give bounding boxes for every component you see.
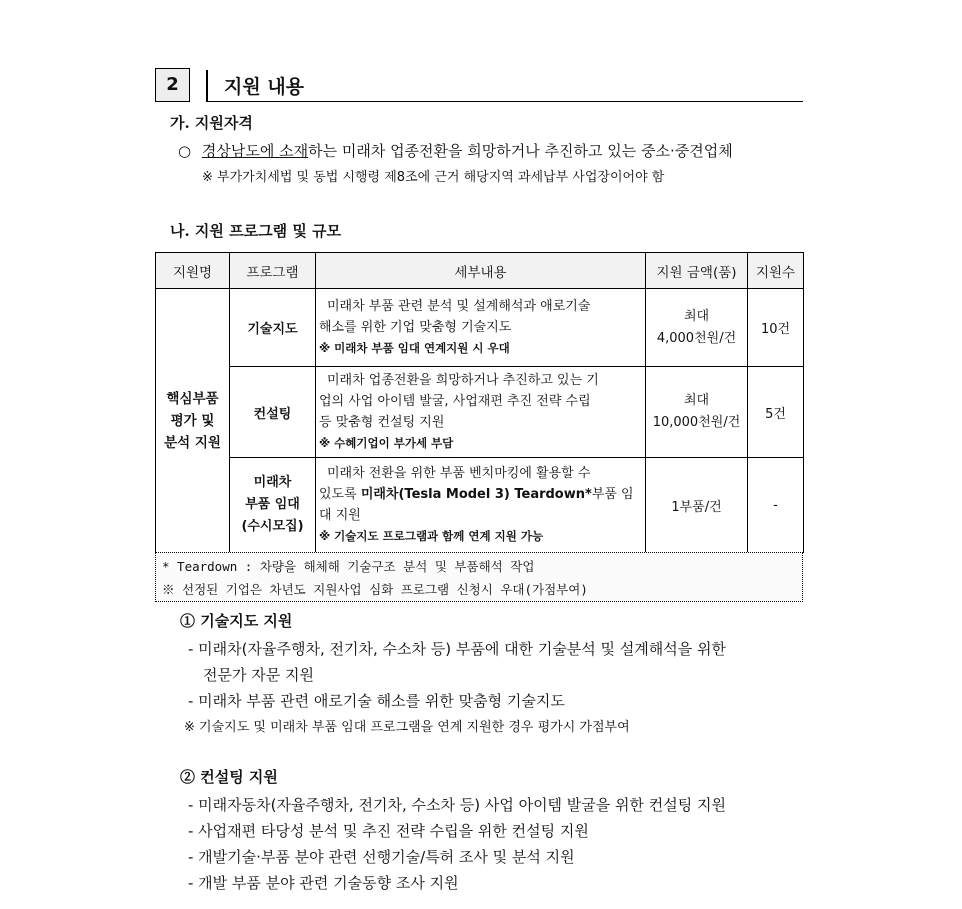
footnote-line: ※ 선정된 기업은 차년도 지원사업 심화 프로그램 신청시 우대(가점부여) <box>162 582 588 597</box>
consult-item: - 미래자동차(자율주행차, 전기차, 수소차 등) 사업 아이템 발굴을 위한 컨설팅 지원 <box>188 796 727 814</box>
section-number: 2 <box>155 68 190 102</box>
table-header-row <box>156 253 804 289</box>
program-cell <box>230 458 316 553</box>
detail-cell <box>316 458 646 553</box>
tech-heading: ① 기술지도 지원 <box>180 612 293 630</box>
detail-line <box>319 484 641 505</box>
amount-cell <box>646 289 748 367</box>
count-cell: - <box>748 458 804 553</box>
eligibility-heading: 가. 지원자격 <box>170 114 253 132</box>
detail-line: 미래차 업종전환을 희망하거나 추진하고 있는 기 <box>327 373 599 388</box>
detail-line: 미래차 전환을 위한 부품 벤치마킹에 활용할 수 <box>327 466 591 481</box>
program-cell: 컨설팅 <box>230 367 316 458</box>
tech-item: - 미래차(자율주행차, 전기차, 수소차 등) 부품에 대한 기술분석 및 설계해석을 위한 <box>188 640 727 658</box>
detail-line: 등 맞춤형 컨설팅 지원 <box>319 415 445 430</box>
tech-note: ※ 기술지도 및 미래차 부품 임대 프로그램을 연계 지원한 경우 평가시 가점부여 <box>184 720 630 735</box>
program-line: 부품 임대 <box>245 497 300 512</box>
table-row <box>156 289 804 367</box>
detail-note: ※ 미래차 부품 임대 연계지원 시 우대 <box>319 341 510 355</box>
tech-item: 전문가 자문 지원 <box>203 666 314 684</box>
consult-item: - 개발기술·부품 분야 관련 선행기술/특허 조사 및 분석 지원 <box>188 848 575 866</box>
eligibility-line <box>178 140 733 161</box>
header-cell: 지원수 <box>748 253 804 289</box>
detail-cell <box>316 289 646 367</box>
program-cell: 기술지도 <box>230 289 316 367</box>
consult-item: - 개발 부품 분야 관련 기술동향 조사 지원 <box>188 874 459 892</box>
consult-heading: ② 컨설팅 지원 <box>180 768 278 786</box>
detail-line: 대 지원 <box>319 508 361 523</box>
tech-item: - 미래차 부품 관련 애로기술 해소를 위한 맞춤형 기술지도 <box>188 692 565 710</box>
detail-text: 부품 임 <box>591 487 634 502</box>
eligibility-rest: 하는 미래차 업종전환을 희망하거나 추진하고 있는 중소·중견업체 <box>308 142 733 160</box>
header-cell: 프로그램 <box>230 253 316 289</box>
group-label-cell <box>156 289 230 553</box>
program-heading: 나. 지원 프로그램 및 규모 <box>170 222 342 240</box>
amount-line: 4,000천원/건 <box>656 330 737 346</box>
amount-cell: 1부품/건 <box>646 458 748 553</box>
footnote-line: * Teardown : 차량을 해체해 기술구조 분석 및 부품해석 작업 <box>162 559 535 574</box>
section-divider <box>206 70 208 102</box>
detail-bold-text: 미래차(Tesla Model 3) Teardown* <box>360 487 592 502</box>
group-label-line: 분석 지원 <box>164 434 221 451</box>
eligibility-underlined: 경상남도에 소재 <box>201 142 309 160</box>
consult-item: - 사업재편 타당성 분석 및 추진 전략 수립을 위한 컨설팅 지원 <box>188 822 589 840</box>
program-line: (수시모집) <box>241 519 304 534</box>
detail-cell <box>316 367 646 458</box>
section-underline <box>206 101 803 102</box>
group-label-line: 평가 및 <box>170 412 215 429</box>
header-cell: 지원 금액(품) <box>646 253 748 289</box>
program-line: 미래차 <box>253 475 292 490</box>
program-table <box>155 252 804 553</box>
amount-line: 10,000천원/건 <box>652 415 741 430</box>
eligibility-note: ※ 부가가치세법 및 동법 시행령 제8조에 근거 해당지역 과세납부 사업장이어야 함 <box>202 170 665 185</box>
header-cell: 세부내용 <box>316 253 646 289</box>
table-row <box>156 367 804 458</box>
group-label-line: 핵심부품 <box>166 390 219 407</box>
amount-line: 최대 <box>683 308 710 324</box>
detail-line: 해소를 위한 기업 맞춤형 기술지도 <box>319 320 512 335</box>
count-cell: 5건 <box>748 367 804 458</box>
bullet-circle: ○ <box>178 142 192 160</box>
amount-cell <box>646 367 748 458</box>
count-cell: 10건 <box>748 289 804 367</box>
header-cell: 지원명 <box>156 253 230 289</box>
amount-line: 최대 <box>683 393 710 408</box>
detail-note: ※ 수혜기업이 부가세 부담 <box>319 436 454 450</box>
section-title: 지원 내용 <box>224 76 305 98</box>
detail-note: ※ 기술지도 프로그램과 함께 연계 지원 가능 <box>319 529 544 543</box>
table-footnote-box <box>155 552 803 602</box>
detail-line: 업의 사업 아이템 발굴, 사업재편 추진 전략 수립 <box>319 394 591 409</box>
detail-text: 있도록 <box>319 487 361 502</box>
table-row <box>156 458 804 553</box>
detail-line: 미래차 부품 관련 분석 및 설계해석과 애로기술 <box>327 299 591 314</box>
